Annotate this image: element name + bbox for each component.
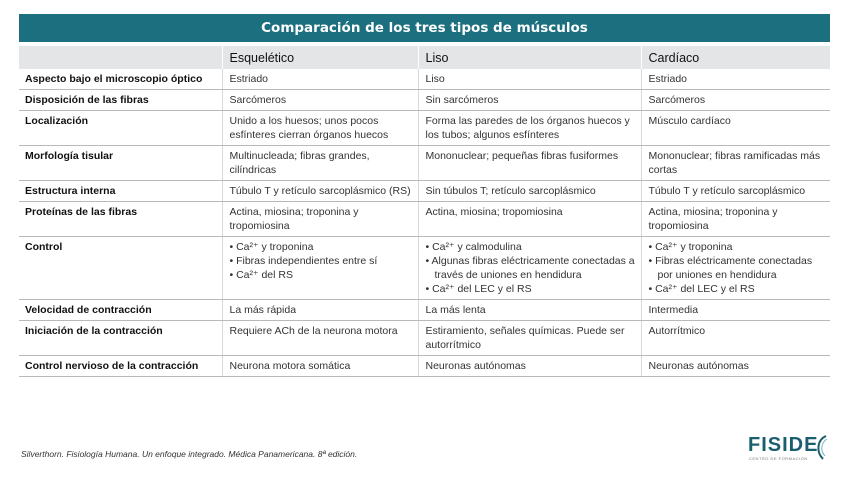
- column-header-empty: [19, 46, 222, 69]
- bullet-icon: •: [229, 255, 237, 267]
- bullet-text: Ca²⁺ y calmodulina: [432, 241, 522, 253]
- table-cell: Autorrítmico: [641, 321, 830, 356]
- row-label: Aspecto bajo el microscopio óptico: [19, 69, 222, 90]
- table-row: [19, 237, 830, 300]
- bullet-icon: •: [425, 283, 433, 295]
- table-cell: Músculo cardíaco: [641, 111, 830, 146]
- table-cell: [418, 237, 641, 300]
- table-cell: Mononuclear; fibras ramificadas más cortas: [641, 146, 830, 181]
- table-cell: Sarcómeros: [641, 90, 830, 111]
- bullet-text: Fibras independientes entre sí: [236, 255, 378, 267]
- bullet-item: [426, 240, 637, 254]
- bullet-icon: •: [425, 241, 433, 253]
- table-cell: Requiere ACh de la neurona motora: [222, 321, 418, 356]
- bullet-text: Ca²⁺ del LEC y el RS: [655, 283, 755, 295]
- bullet-item: [649, 240, 827, 254]
- table-body: [19, 69, 830, 377]
- table-row: [19, 181, 830, 202]
- table-cell: [222, 237, 418, 300]
- logo-wordmark: FISIDE: [748, 434, 819, 456]
- logo-subtitle: CENTRO DE FORMACIÓN: [749, 456, 808, 461]
- row-label: Morfología tisular: [19, 146, 222, 181]
- table-cell: Estriado: [641, 69, 830, 90]
- bullet-text: Ca²⁺ y troponina: [236, 241, 314, 253]
- bullet-text: Ca²⁺ y troponina: [655, 241, 733, 253]
- column-header-liso: Liso: [418, 46, 641, 69]
- row-label: Localización: [19, 111, 222, 146]
- column-header-esqueletico: Esquelético: [222, 46, 418, 69]
- bullet-icon: •: [229, 269, 237, 281]
- bullet-icon: •: [425, 255, 432, 267]
- row-label: Velocidad de contracción: [19, 300, 222, 321]
- row-label: Proteínas de las fibras: [19, 202, 222, 237]
- table-cell: La más lenta: [418, 300, 641, 321]
- table-cell: Neuronas autónomas: [641, 356, 830, 377]
- bullet-text: Ca²⁺ del LEC y el RS: [432, 283, 532, 295]
- table-cell: Forma las paredes de los órganos huecos y los tubos; algunos esfínteres: [418, 111, 641, 146]
- table-cell: Túbulo T y retículo sarcoplásmico (RS): [222, 181, 418, 202]
- bullet-text: Fibras eléctricamente conectadas por uniones en hendidura: [655, 255, 813, 281]
- row-label: Iniciación de la contracción: [19, 321, 222, 356]
- table-cell: Sarcómeros: [222, 90, 418, 111]
- table-cell: Estriado: [222, 69, 418, 90]
- table-cell: Actina, miosina; troponina y tropomiosina: [641, 202, 830, 237]
- column-header-cardiaco: Cardíaco: [641, 46, 830, 69]
- table-cell: Actina, miosina; tropomiosina: [418, 202, 641, 237]
- bullet-icon: •: [229, 241, 237, 253]
- table-cell: [641, 237, 830, 300]
- bullet-text: Algunas fibras eléctricamente conectadas a través de uniones en hendidura: [431, 255, 635, 281]
- row-label: Control nervioso de la contracción: [19, 356, 222, 377]
- table-cell: Sin sarcómeros: [418, 90, 641, 111]
- bullet-item: [649, 254, 827, 282]
- table-title: Comparación de los tres tipos de músculos: [19, 14, 830, 42]
- table-cell: Túbulo T y retículo sarcoplásmico: [641, 181, 830, 202]
- table-cell: Sin túbulos T; retículo sarcoplásmico: [418, 181, 641, 202]
- logo-swoosh-icon: [814, 434, 828, 460]
- header-row: [19, 46, 830, 69]
- table-cell: La más rápida: [222, 300, 418, 321]
- table-cell: Mononuclear; pequeñas fibras fusiformes: [418, 146, 641, 181]
- table-row: [19, 356, 830, 377]
- citation-note: Silverthorn. Fisiología Humana. Un enfoque integrado. Médica Panamericana. 8ª edición.: [21, 449, 358, 459]
- table-row: [19, 300, 830, 321]
- table-row: [19, 146, 830, 181]
- table-row: [19, 202, 830, 237]
- row-label: Control: [19, 237, 222, 300]
- bullet-text: Ca²⁺ del RS: [236, 269, 293, 281]
- row-label: Estructura interna: [19, 181, 222, 202]
- table-cell: Multinucleada; fibras grandes, cilíndricas: [222, 146, 418, 181]
- bullet-list: [649, 240, 827, 296]
- bullet-item: [230, 254, 414, 268]
- table-cell: Intermedia: [641, 300, 830, 321]
- bullet-icon: •: [648, 241, 656, 253]
- bullet-item: [230, 268, 414, 282]
- bullet-item: [649, 282, 827, 296]
- table-cell: Estiramiento, señales químicas. Puede ser autorrítmico: [418, 321, 641, 356]
- table-row: [19, 90, 830, 111]
- bullet-icon: •: [648, 255, 656, 267]
- table-cell: Neurona motora somática: [222, 356, 418, 377]
- bullet-item: [426, 282, 637, 296]
- table-cell: Neuronas autónomas: [418, 356, 641, 377]
- row-label: Disposición de las fibras: [19, 90, 222, 111]
- comparison-table: [19, 46, 830, 377]
- table-cell: Actina, miosina; troponina y tropomiosina: [222, 202, 418, 237]
- bullet-item: [230, 240, 414, 254]
- table-cell: Liso: [418, 69, 641, 90]
- bullet-item: [426, 254, 637, 282]
- table-row: [19, 111, 830, 146]
- bullet-list: [426, 240, 637, 296]
- bullet-list: [230, 240, 414, 282]
- bullet-icon: •: [648, 283, 656, 295]
- table-row: [19, 69, 830, 90]
- table-row: [19, 321, 830, 356]
- table-cell: Unido a los huesos; unos pocos esfínteres cierran órganos huecos: [222, 111, 418, 146]
- fiside-logo: [748, 434, 832, 464]
